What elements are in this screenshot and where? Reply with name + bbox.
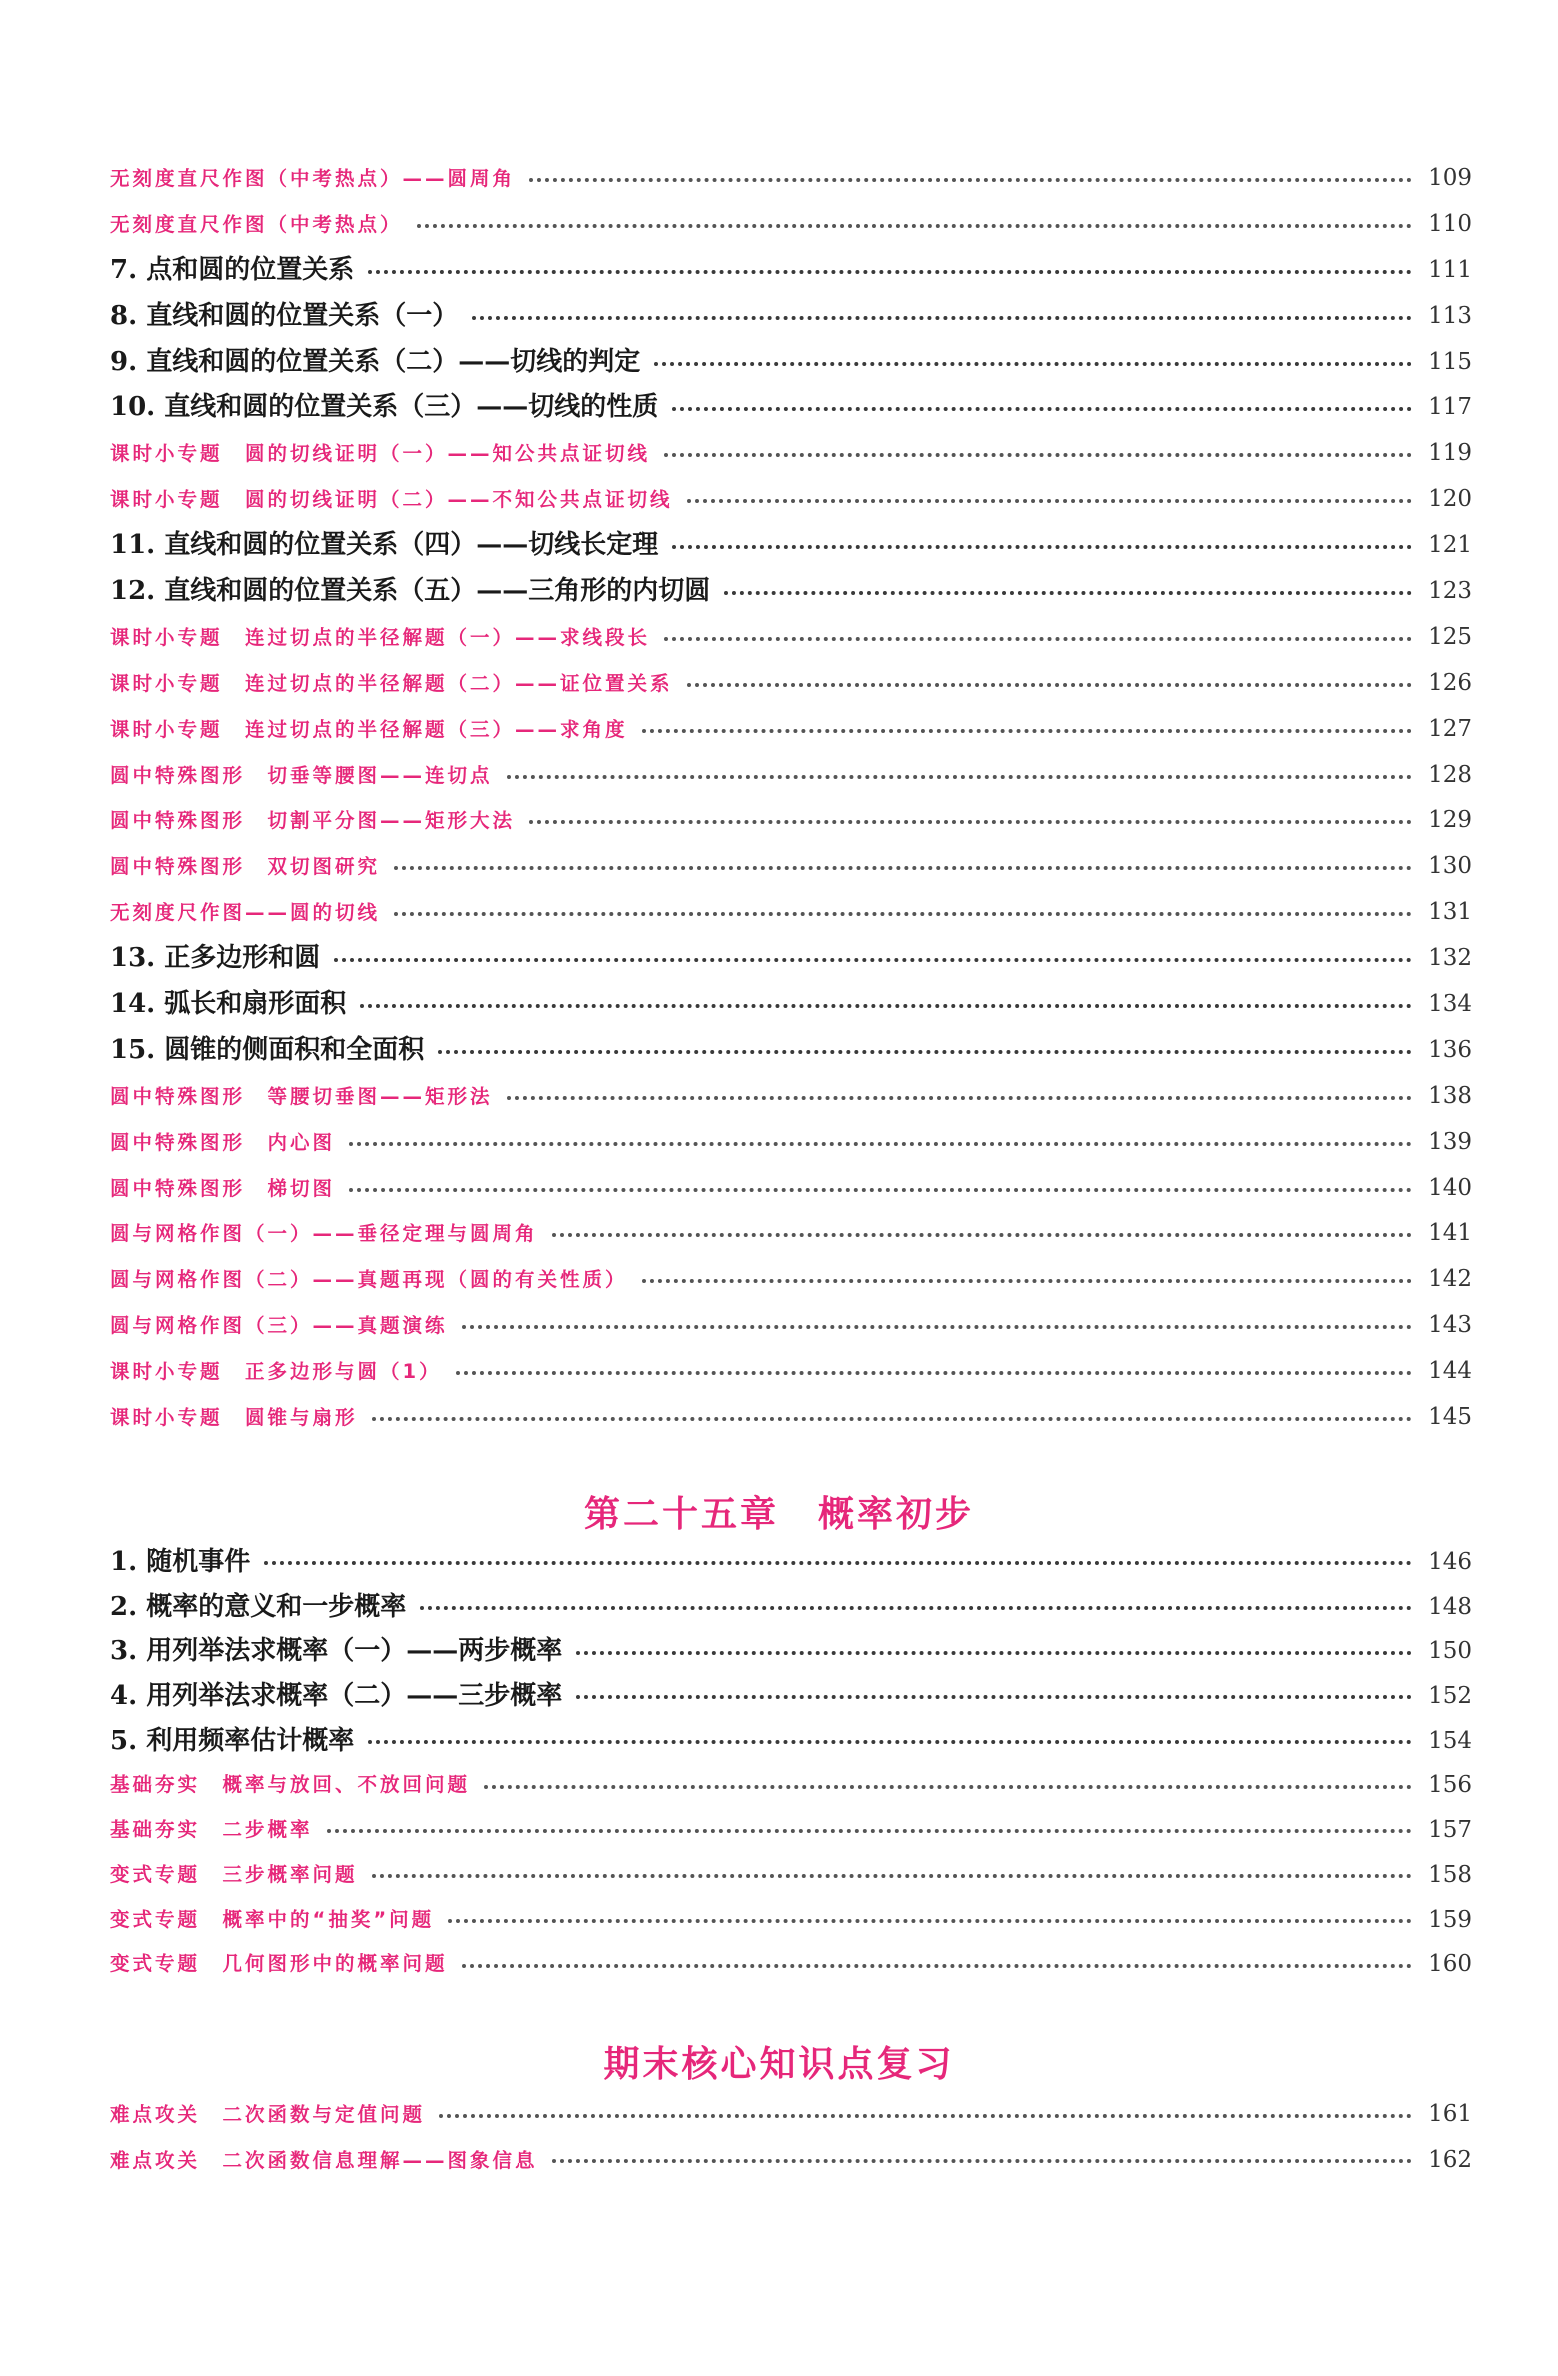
toc-entry-page: 111 (1428, 256, 1472, 283)
dot-leader (472, 294, 1412, 340)
toc-entry-page: 134 (1428, 991, 1472, 1018)
toc-entry-title: 3. 用列举法求概率（一）——两步概率 (110, 1636, 563, 1667)
toc-entry[interactable] (110, 890, 1472, 936)
toc-entry-title: 9. 直线和圆的位置关系（二）——切线的判定 (110, 346, 641, 377)
dot-leader (334, 936, 1412, 982)
dot-leader (642, 707, 1412, 753)
dot-leader (438, 1028, 1412, 1074)
toc-entry-page: 156 (1428, 1772, 1472, 1799)
dot-leader (264, 1540, 1412, 1585)
dot-leader (394, 844, 1412, 890)
toc-entry[interactable] (110, 1166, 1472, 1212)
toc-entry[interactable] (110, 1808, 1472, 1853)
toc-entry-title: 7. 点和圆的位置关系 (110, 254, 355, 285)
toc-entry-page: 162 (1428, 2146, 1472, 2173)
toc-entry[interactable] (110, 1674, 1472, 1719)
toc-entry-page: 140 (1428, 1174, 1472, 1201)
toc-entry-page: 117 (1428, 394, 1472, 421)
toc-entry[interactable] (110, 202, 1472, 248)
toc-entry-page: 157 (1428, 1817, 1472, 1844)
toc-entry[interactable] (110, 156, 1472, 202)
toc-entry-title: 15. 圆锥的侧面积和全面积 (110, 1034, 425, 1065)
toc-entry-title: 课时小专题 连过切点的半径解题（二）——证位置关系 (110, 671, 673, 695)
toc-entry-page: 132 (1428, 945, 1472, 972)
toc-entry-title: 无刻度尺作图——圆的切线 (110, 901, 381, 925)
toc-entry-page: 152 (1428, 1683, 1472, 1710)
dot-leader (724, 569, 1412, 615)
dot-leader (507, 1074, 1412, 1120)
toc-entry-title: 圆中特殊图形 切割平分图——矩形大法 (110, 809, 516, 833)
dot-leader (349, 1166, 1412, 1212)
toc-entry-page: 159 (1428, 1906, 1472, 1933)
toc-entry-page: 109 (1428, 165, 1472, 191)
toc-entry-page: 113 (1428, 302, 1472, 329)
dot-leader (576, 1629, 1412, 1674)
toc-entry-title: 圆与网格作图（二）——真题再现（圆的有关性质） (110, 1268, 628, 1292)
toc-entry-page: 148 (1428, 1593, 1472, 1620)
toc-entry-title: 基础夯实 概率与放回、不放回问题 (110, 1773, 471, 1797)
toc-entry[interactable] (110, 340, 1472, 386)
toc-entry-title: 5. 利用频率估计概率 (110, 1725, 355, 1756)
toc-entry-title: 无刻度直尺作图（中考热点）——圆周角 (110, 167, 516, 190)
toc-entry-page: 160 (1428, 1951, 1472, 1978)
toc-entry-page: 125 (1428, 623, 1472, 650)
toc-entry-page: 110 (1428, 210, 1472, 237)
toc-entry-page: 128 (1428, 761, 1472, 788)
dot-leader (664, 615, 1412, 661)
toc-entry[interactable] (110, 798, 1472, 844)
dot-leader (529, 798, 1412, 844)
dot-leader (529, 156, 1412, 202)
toc-entry[interactable] (110, 1540, 1472, 1585)
toc-section-circle (110, 156, 1472, 1441)
toc-entry-title: 1. 随机事件 (110, 1547, 251, 1577)
toc-entry-title: 14. 弧长和扇形面积 (110, 989, 347, 1020)
toc-entry-title: 圆中特殊图形 双切图研究 (110, 855, 381, 879)
chapter-heading: 第二十五章 概率初步 (583, 1493, 974, 1535)
dot-leader (349, 1120, 1412, 1166)
toc-section-final-review (110, 2092, 1472, 2183)
toc-entry[interactable] (110, 1585, 1472, 1630)
dot-leader (327, 1808, 1412, 1853)
toc-entry-title: 圆与网格作图（三）——真题演练 (110, 1314, 448, 1338)
toc-entry[interactable] (110, 477, 1472, 523)
toc-entry[interactable] (110, 294, 1472, 340)
toc-entry-page: 141 (1428, 1220, 1472, 1247)
toc-entry[interactable] (110, 1942, 1472, 1987)
toc-entry-page: 130 (1428, 853, 1472, 880)
dot-leader (372, 1395, 1412, 1441)
dot-leader (552, 2138, 1412, 2184)
toc-entry[interactable] (110, 615, 1472, 661)
toc-entry-page: 131 (1428, 899, 1472, 926)
toc-entry[interactable] (110, 936, 1472, 982)
toc-entry-title: 变式专题 几何图形中的概率问题 (110, 1952, 448, 1976)
toc-entry[interactable] (110, 1349, 1472, 1395)
toc-entry[interactable] (110, 569, 1472, 615)
dot-leader (687, 477, 1412, 523)
dot-leader (687, 661, 1412, 707)
toc-entry[interactable] (110, 1719, 1472, 1764)
toc-entry-page: 154 (1428, 1727, 1472, 1754)
toc-entry[interactable] (110, 2092, 1472, 2138)
toc-entry-title: 基础夯实 二步概率 (110, 1818, 313, 1842)
toc-entry-page: 138 (1428, 1082, 1472, 1109)
toc-entry[interactable] (110, 248, 1472, 294)
toc-entry[interactable] (110, 1211, 1472, 1257)
toc-entry-page: 150 (1428, 1638, 1472, 1665)
dot-leader (552, 1211, 1412, 1257)
dot-leader (417, 202, 1412, 248)
toc-entry-page: 144 (1428, 1358, 1472, 1385)
dot-leader (456, 1349, 1412, 1395)
toc-entry[interactable] (110, 707, 1472, 753)
toc-entry-page: 158 (1428, 1861, 1472, 1888)
toc-entry[interactable] (110, 1898, 1472, 1943)
dot-leader (439, 2092, 1412, 2138)
toc-entry[interactable] (110, 982, 1472, 1028)
toc-entry[interactable] (110, 523, 1472, 569)
toc-entry-title: 2. 概率的意义和一步概率 (110, 1591, 407, 1622)
toc-entry-title: 变式专题 概率中的“抽奖”问题 (110, 1907, 435, 1931)
dot-leader (507, 753, 1412, 799)
toc-entry-page: 120 (1428, 486, 1472, 513)
toc-entry[interactable] (110, 1853, 1472, 1898)
toc-entry[interactable] (110, 753, 1472, 799)
toc-entry-page: 142 (1428, 1266, 1472, 1293)
toc-entry-page: 127 (1428, 715, 1472, 742)
toc-entry-title: 圆与网格作图（一）——垂径定理与圆周角 (110, 1222, 538, 1246)
toc-entry-title: 变式专题 三步概率问题 (110, 1862, 358, 1886)
toc-entry-page: 115 (1428, 348, 1472, 375)
toc-entry-title: 13. 正多边形和圆 (110, 943, 321, 974)
toc-entry-page: 136 (1428, 1036, 1472, 1063)
toc-entry-page: 126 (1428, 669, 1472, 696)
dot-leader (654, 340, 1412, 386)
toc-entry-title: 4. 用列举法求概率（二）——三步概率 (110, 1681, 563, 1712)
toc-entry-page: 121 (1428, 532, 1472, 559)
toc-entry-page: 139 (1428, 1128, 1472, 1155)
toc-entry[interactable] (110, 1028, 1472, 1074)
toc-entry-page: 146 (1428, 1549, 1472, 1575)
toc-entry-title: 圆中特殊图形 内心图 (110, 1130, 336, 1154)
toc-entry-title: 无刻度直尺作图（中考热点） (110, 212, 403, 236)
dot-leader (420, 1585, 1412, 1630)
toc-entry[interactable] (110, 1257, 1472, 1303)
toc-entry-title: 课时小专题 连过切点的半径解题（三）——求角度 (110, 717, 628, 741)
chapter-heading: 期末核心知识点复习 (603, 2043, 955, 2085)
toc-entry-title: 课时小专题 圆锥与扇形 (110, 1406, 358, 1430)
dot-leader (448, 1898, 1412, 1943)
toc-entry-title: 难点攻关 二次函数与定值问题 (110, 2103, 426, 2126)
toc-entry-page: 143 (1428, 1312, 1472, 1339)
dot-leader (484, 1763, 1412, 1808)
dot-leader (360, 982, 1412, 1028)
toc-section-probability (110, 1540, 1472, 1987)
toc-entry-title: 11. 直线和圆的位置关系（四）——切线长定理 (110, 530, 659, 561)
toc-entry-title: 圆中特殊图形 切垂等腰图——连切点 (110, 763, 493, 787)
toc-entry-page: 129 (1428, 807, 1472, 834)
toc-entry[interactable] (110, 1074, 1472, 1120)
toc-entry-title: 课时小专题 圆的切线证明（二）——不知公共点证切线 (110, 488, 673, 512)
toc-entry-title: 圆中特殊图形 等腰切垂图——矩形法 (110, 1084, 493, 1108)
toc-entry[interactable] (110, 661, 1472, 707)
toc-entry[interactable] (110, 844, 1472, 890)
dot-leader (672, 523, 1412, 569)
dot-leader (372, 1853, 1412, 1898)
toc-entry-page: 123 (1428, 578, 1472, 605)
toc-entry-page: 145 (1428, 1404, 1472, 1431)
toc-entry-page: 119 (1428, 440, 1472, 467)
toc-entry-title: 12. 直线和圆的位置关系（五）——三角形的内切圆 (110, 576, 711, 607)
toc-entry-title: 课时小专题 圆的切线证明（一）——知公共点证切线 (110, 442, 651, 466)
dot-leader (642, 1257, 1412, 1303)
dot-leader (664, 431, 1412, 477)
toc-entry[interactable] (110, 2138, 1472, 2184)
dot-leader (576, 1674, 1412, 1719)
toc-entry[interactable] (110, 1763, 1472, 1808)
toc-entry-title: 10. 直线和圆的位置关系（三）——切线的性质 (110, 392, 659, 423)
dot-leader (462, 1942, 1412, 1987)
toc-entry[interactable] (110, 1395, 1472, 1441)
dot-leader (394, 890, 1412, 936)
toc-entry-title: 难点攻关 二次函数信息理解——图象信息 (110, 2148, 538, 2172)
toc-entry[interactable] (110, 1303, 1472, 1349)
toc-entry[interactable] (110, 385, 1472, 431)
toc-entry[interactable] (110, 1120, 1472, 1166)
dot-leader (368, 248, 1412, 294)
toc-entry-title: 8. 直线和圆的位置关系（一） (110, 300, 459, 331)
toc-entry-title: 课时小专题 正多边形与圆（1） (110, 1360, 442, 1384)
toc-entry[interactable] (110, 1629, 1472, 1674)
toc-entry-title: 课时小专题 连过切点的半径解题（一）——求线段长 (110, 625, 651, 649)
dot-leader (368, 1719, 1412, 1764)
toc-entry-title: 圆中特殊图形 梯切图 (110, 1176, 336, 1200)
toc-entry-page: 161 (1428, 2101, 1472, 2127)
dot-leader (672, 385, 1412, 431)
toc-entry[interactable] (110, 431, 1472, 477)
dot-leader (462, 1303, 1412, 1349)
